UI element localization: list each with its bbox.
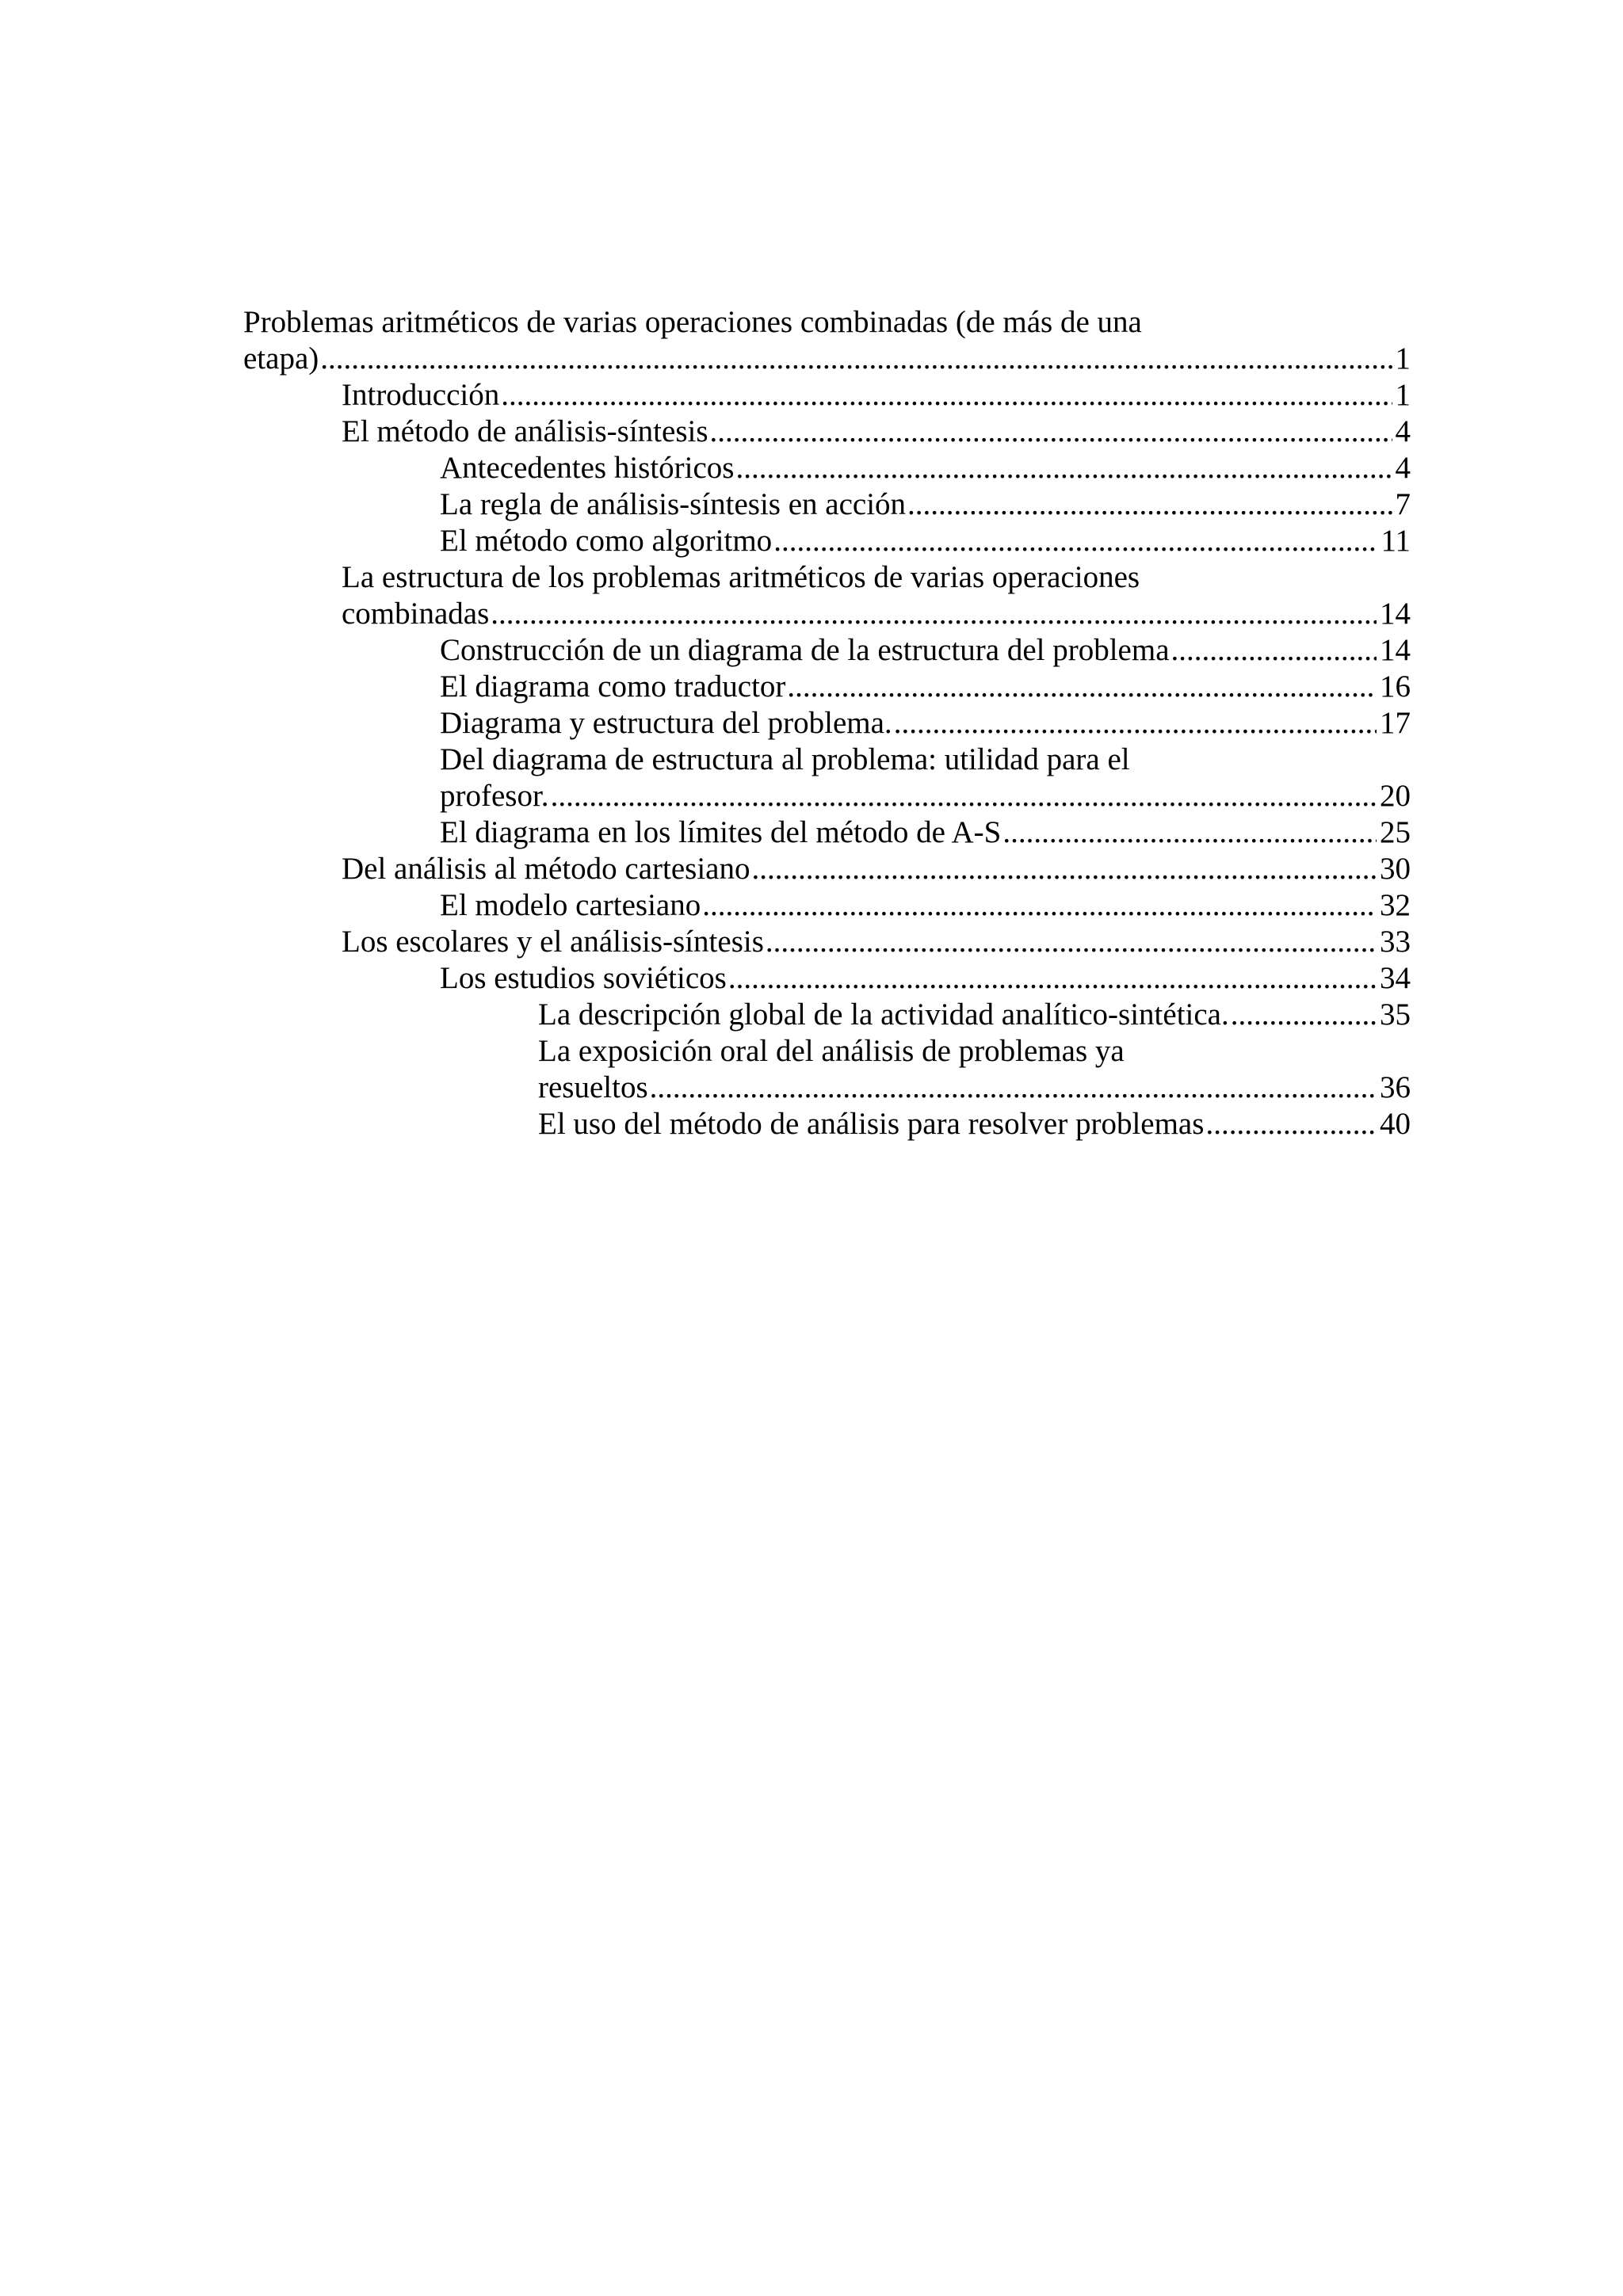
toc-entry-page-number: 36 [1380, 1070, 1411, 1104]
toc-entry-line [440, 523, 1411, 559]
dot-leader [766, 924, 1377, 960]
toc-entry-line [538, 1070, 1411, 1106]
toc-entry-line [538, 1106, 1411, 1142]
toc-entry-page-number: 16 [1380, 669, 1411, 704]
toc-entry-page-number: 4 [1395, 414, 1411, 448]
dot-leader [1231, 997, 1377, 1033]
toc-entry-page-number: 7 [1395, 487, 1411, 521]
toc-entry-line [440, 887, 1411, 924]
toc-entry-page-number: 14 [1380, 633, 1411, 667]
toc-entry[interactable] [243, 924, 1411, 960]
toc-entry-line [440, 705, 1411, 742]
toc-entry-line [440, 486, 1411, 523]
toc-entry[interactable] [243, 1033, 1411, 1106]
toc-entry-page-number: 14 [1380, 597, 1411, 631]
toc-entry-title: Diagrama y estructura del problema. [440, 706, 892, 740]
toc-entry[interactable] [243, 486, 1411, 523]
toc-entry-title: El diagrama como traductor [440, 669, 786, 704]
toc-entry-line [440, 632, 1411, 669]
dot-leader [894, 705, 1377, 742]
toc-entry-page-number: 4 [1395, 451, 1411, 485]
toc-entry-page-number: 11 [1381, 524, 1411, 558]
toc-entry-line [440, 960, 1411, 997]
toc-entry-line [342, 924, 1411, 960]
toc-entry-title: El diagrama en los límites del método de A-S [440, 815, 1002, 849]
toc-entry-page-number: 20 [1380, 779, 1411, 813]
toc-entry-line [440, 778, 1411, 814]
toc-entry[interactable] [243, 377, 1411, 414]
toc-entry-title: combinadas [342, 597, 490, 631]
toc-entry-page-number: 32 [1380, 888, 1411, 922]
toc-entry[interactable] [243, 705, 1411, 742]
table-of-contents [243, 304, 1411, 1142]
dot-leader [710, 414, 1392, 450]
toc-entry-title: profesor. [440, 779, 549, 813]
dot-leader [1002, 814, 1377, 851]
toc-entry-line [538, 997, 1411, 1033]
dot-leader [735, 450, 1392, 486]
dot-leader [501, 377, 1392, 414]
toc-entry-title: Los estudios soviéticos [440, 961, 727, 995]
dot-leader [491, 596, 1377, 632]
dot-leader [773, 523, 1377, 559]
toc-entry-line [440, 450, 1411, 486]
toc-entry[interactable] [243, 997, 1411, 1033]
toc-entry[interactable] [243, 887, 1411, 924]
toc-entry[interactable] [243, 742, 1411, 814]
toc-entry-page-number: 40 [1380, 1107, 1411, 1141]
toc-entry-page-number: 1 [1395, 341, 1411, 376]
dot-leader [1205, 1106, 1377, 1142]
toc-entry[interactable] [243, 450, 1411, 486]
toc-entry-title: Los escolares y el análisis-síntesis [342, 925, 764, 959]
toc-entry-title: El uso del método de análisis para resolver problemas [538, 1107, 1205, 1141]
toc-entry[interactable] [243, 523, 1411, 559]
toc-entry[interactable] [243, 1106, 1411, 1142]
toc-entry-page-number: 17 [1380, 706, 1411, 740]
toc-entry-page-number: 33 [1380, 925, 1411, 959]
toc-entry[interactable] [243, 304, 1411, 377]
toc-entry-title: Del análisis al método cartesiano [342, 852, 750, 886]
toc-entry-title: El modelo cartesiano [440, 888, 701, 922]
dot-leader [907, 486, 1392, 523]
toc-entry-title: Antecedentes históricos [440, 451, 735, 485]
toc-entry[interactable] [243, 669, 1411, 705]
toc-entry-title: Construcción de un diagrama de la estructura del problema [440, 633, 1170, 667]
dot-leader [752, 851, 1377, 887]
dot-leader [650, 1070, 1377, 1106]
toc-entry-title: Introducción [342, 378, 500, 412]
toc-entry-page-number: 1 [1395, 378, 1411, 412]
toc-entry-page-number: 35 [1380, 997, 1411, 1032]
toc-entry-line [342, 377, 1411, 414]
dot-leader [320, 341, 1392, 377]
toc-entry-title-first-line: Del diagrama de estructura al problema: utilidad para el [440, 742, 1130, 776]
dot-leader [702, 887, 1377, 924]
toc-entry-title-first-line: La exposición oral del análisis de problemas ya [538, 1034, 1125, 1068]
dot-leader [551, 778, 1377, 814]
toc-entry-line [342, 851, 1411, 887]
dot-leader [728, 960, 1377, 997]
toc-entry[interactable] [243, 632, 1411, 669]
toc-entry[interactable] [243, 814, 1411, 851]
toc-entry-page-number: 34 [1380, 961, 1411, 995]
toc-entry-line [342, 596, 1411, 632]
toc-entry-title-first-line: La estructura de los problemas aritméticos de varias operaciones [342, 560, 1140, 594]
toc-entry[interactable] [243, 851, 1411, 887]
dot-leader [787, 669, 1377, 705]
dot-leader [1171, 632, 1377, 669]
toc-entry-page-number: 30 [1380, 852, 1411, 886]
toc-entry-title: El método como algoritmo [440, 524, 773, 558]
toc-entry-title-first-line: Problemas aritméticos de varias operaciones combinadas (de más de una [243, 305, 1142, 339]
toc-entry-title: resueltos [538, 1070, 648, 1104]
toc-entry-line [243, 341, 1411, 377]
toc-entry-title: El método de análisis-síntesis [342, 414, 708, 448]
toc-entry-line [342, 414, 1411, 450]
toc-entry-line [440, 814, 1411, 851]
toc-entry-title: La descripción global de la actividad analítico-sintética. [538, 997, 1229, 1032]
toc-entry[interactable] [243, 414, 1411, 450]
toc-entry-page-number: 25 [1380, 815, 1411, 849]
toc-entry-line [440, 669, 1411, 705]
toc-entry[interactable] [243, 960, 1411, 997]
toc-entry-title: La regla de análisis-síntesis en acción [440, 487, 907, 521]
toc-entry-title: etapa) [243, 341, 319, 376]
toc-entry[interactable] [243, 559, 1411, 632]
